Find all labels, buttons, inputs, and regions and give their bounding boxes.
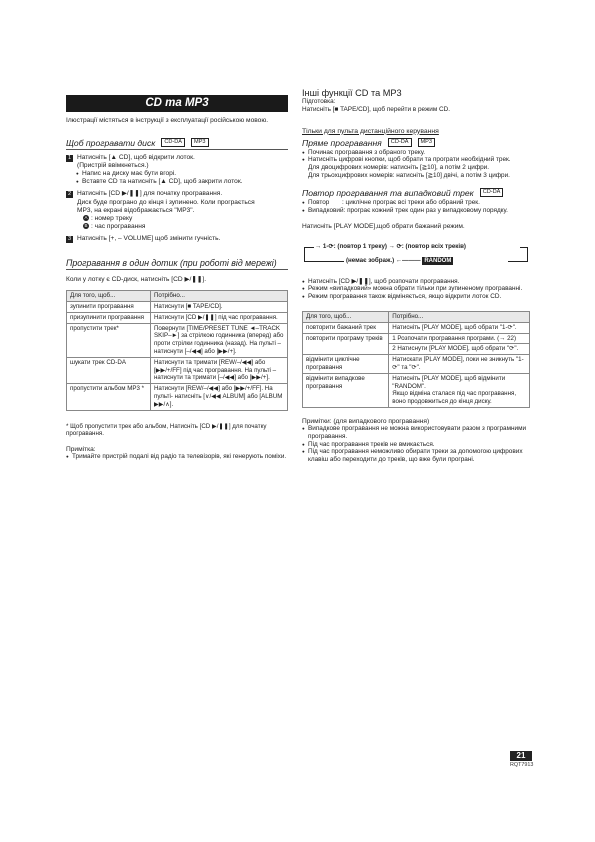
table-header: Для того, щоб... [303,311,389,322]
step-3: 3 Натисніть [+, – VOLUME] щоб змінити гучність. [67,235,221,243]
table-row: повторити бажаний трек Натисніть [PLAY MODE], щоб обрати "1-⟳". [303,322,530,333]
mode-text: Натисніть [PLAY MODE],щоб обрати бажаний режим. [302,223,465,231]
play-time-icon: B [84,223,88,229]
list-item: ● Вставте CD та натисніть [▲ CD], щоб закрити лоток. [77,178,243,186]
direct-play-heading: Пряме програвання CD-DA MP3 [302,138,530,149]
list-item: ● Режим «випадковий» можна обрати тільки при зупиненому програванні. [302,285,530,293]
one-touch-heading: Програвання в один дотик (при роботі від мережі) [66,258,288,271]
note-title: Примітка: [66,446,96,454]
table-header: Потрібно... [389,311,530,322]
table-row: відмінити циклічне програвання Натискати [PLAY MODE], поки не зникнуть "1-⟳" та "⟳". [303,355,530,374]
section-title: CD та MP3 [66,95,288,112]
repeat-icon: ⟳ [328,242,334,250]
left-column [66,88,288,461]
cdda-tag: CD-DA [161,138,185,147]
step-1: 1 Натисніть [▲ CD], щоб відкрити лоток. (Пристрій ввімкнеться.) ● Напис на диску має бути вгорі. ● Вставте CD та натисніть [▲ CD], щоб закрити лоток. [66,154,288,187]
table-row: повторити програму треків 1 Розпочати програвання програми. (→ 22) 2 Натиснути [PLAY MODE], щоб обрати "⟳". [303,333,530,355]
table-row: призупинити програвання Натиснути [CD ▶/❚❚] під час програвання. [67,312,288,323]
track-number-icon: A [84,215,88,221]
list-item: ● Під час програвання треків не вмикається. [302,441,530,449]
table-row: зупинити програвання Натиснути [■ TAPE/CD]. [67,302,288,313]
prep-text: Натисніть [■ TAPE/CD], щоб перейти в режим CD. [302,105,451,113]
table-row: пропустити альбом MP3 * Натиснути [REW/–/◀◀] або [▶▶/+/FF]. На пульті- натисніть [∨/◀◀ ALBUM] або [ALBUM ▶▶/∧]. [67,384,288,410]
list-item: ● Напис на диску має бути вгорі. [77,170,243,178]
definition-repeat: ● Повтор : циклічне програє всі треки або обраний трек. [302,199,530,207]
table-header: Для того, щоб... [67,291,151,302]
list-item: ● Під час програвання неможливо обирати треки за допомогою цифрових клавіш або переходити до треків, що вже були програні. [302,448,530,464]
list-item: ● Починає програвання з обраного треку. [302,149,530,157]
list-item: ● Режим програвання також відміняється, якщо відкрити лоток CD. [302,293,530,301]
step-number: 2 [67,191,72,198]
step-number: 1 [67,154,72,161]
right-column: Інші функції CD та MP3 Підготовка: Натисніть [■ TAPE/CD], щоб перейти в режим CD. Тільки для пульта дистанційного керування Пряме програвання CD-DA MP3 ● Починає програвання з обраного треку. ● Натисніть цифрові кнопки, щоб обрати та програти необхідний трек. Для двоцифрових номерів: натисніть [≧10], а потім 2 цифри. Для трьохцифрових номерів: натисніть [≧10] двічі, а потім 3 цифри. Повтор програвання та випадковий трек CD-DA ● Повтор : циклічне програє всі треки або обраний трек. ● Випадковий : програє кожний трек один раз у випадковому порядку. Натисніть [PLAY MODE],щоб обрати бажаний режим. → 1-⟳: (повтор 1 треку) → ⟳: (повтор всіх треків) (немає зображ.) ←——— RANDOM ● Натисніть [CD ▶/❚❚], щоб розпочати програвання. ● Режим «випадковий» можна обрати тільки при зупиненому програванні. ● Режим програвання також відміняється, якщо відкрити лоток CD. Для того, щоб... Потрібно... повторити бажаний трек Натисніть [PLAY MODE], щоб обрати "1-⟳". повторити програму треків 1 Розпочати програвання програми. (→ 22) 2 Натиснути [PLAY MODE], щоб обрати "⟳". відмінити циклічне програвання Натискати [PLAY MODE], поки не зникнуть "1-⟳" та "⟳". відмінити випадкове програвання Натисніть [PLAY MODE], щоб відмінити "RANDOM". Якщо відміна сталася під час програвання, воно продовжиться до кінця диску. Примітки: (для випадкового програвання) ● Випадкове програвання не можна використовувати разом з програмними програвання. ● Під час програвання треків не вмикається. ● Під час програвання неможливо обирати треки за допомогою цифрових клавіш або переходити до треків, що вже були програні. [302,88,530,464]
step-2: 2 Натисніть [CD ▶/❚❚] для початку програвання. Диск буде програно до кінця і зупинено. Коли програється MP3, на екрані відображається "MP3". A : номер треку B : час програвання [67,190,255,231]
remote-only-label: Тільки для пульта дистанційного керування [302,127,439,135]
repeat-icon: ⟳ [396,242,402,250]
definition-random: ● Випадковий : програє кожний трек один раз у випадковому порядку. [302,207,530,215]
table-row: пропустити трек* Повернути [TIME/PRESET TUNE ◄–TRACK SKIP–►] за стрілкою годинника (вперед) або проти стрілки годинника (назад). На пульті – натиснути [–/◀◀] або [▶▶/+]. [67,323,288,357]
list-item: ● Натисніть цифрові кнопки, щоб обрати та програти необхідний трек. [302,156,530,164]
operations-table [66,290,288,410]
notes-title: Примітки: (для випадкового програвання) [302,417,430,425]
one-touch-text: Коли у лотку є CD-диск, натисніть [CD ▶/❚❚]. [66,276,207,284]
list-item: ● Тримайте пристрій подалі від радіо та телевізорів, які генерують поміхи. [66,453,288,461]
play-disc-heading: Щоб програвати диск CD-DA MP3 [66,138,288,150]
repeat-random-heading: Повтор програвання та випадковий трек CD-DA [302,188,530,199]
step-number: 3 [67,236,72,243]
table-header: Потрібно... [150,291,287,302]
document-code: RQT7913 [510,762,534,768]
prep-title: Підготовка: [302,98,336,105]
page-title: Інші функції CD та MP3 [302,88,402,98]
mp3-tag: MP3 [191,138,209,147]
footnote: * Щоб пропустити трек або альбом, Натисніть [CD ▶/❚❚] для початку програвання. [66,422,267,438]
play-mode-table [302,311,530,408]
page-number: 21 [510,751,532,761]
random-indicator: RANDOM [424,257,452,264]
table-row: шукати трек CD-DA Натиснути та тримати [REW/–/◀◀] або [▶▶/+/FF] під час програвання. На пульті – натиснути та тримати [–/◀◀] або [▶▶/+]. [67,357,288,383]
list-item: ● Випадкове програвання не можна використовувати разом з програмними програвання. [302,425,530,441]
play-mode-diagram: → 1-⟳: (повтор 1 треку) → ⟳: (повтор всіх треків) (немає зображ.) ←——— RANDOM [315,242,466,264]
list-item: ● Натисніть [CD ▶/❚❚], щоб розпочати програвання. [302,278,530,286]
intro-text: Ілюстрації містяться в інструкції з експлуатації російською мовою. [66,117,269,124]
table-row: відмінити випадкове програвання Натисніть [PLAY MODE], щоб відмінити "RANDOM". Якщо відміна сталася під час програвання, воно продовжиться до кінця диску. [303,373,530,407]
